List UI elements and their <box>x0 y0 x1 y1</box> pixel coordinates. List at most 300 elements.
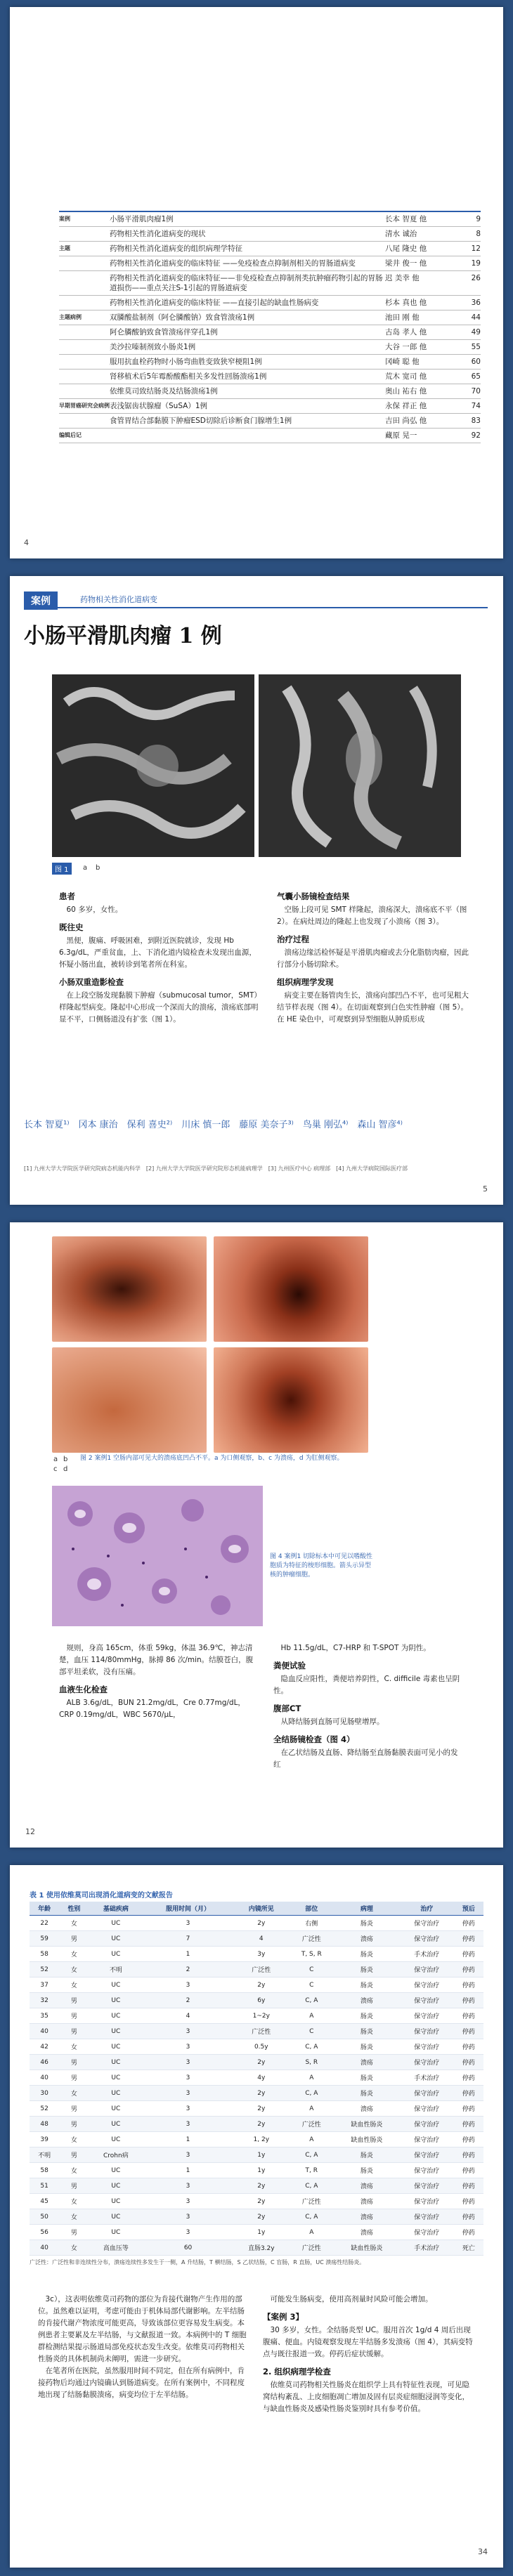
toc-title: 药物相关性消化道病变的现状 <box>110 230 206 238</box>
table-cell: A <box>290 2225 334 2240</box>
p3-text-right: Hb 11.5g/dL，C7-HRP 和 T-SPOT 为阴性。 <box>280 1644 431 1652</box>
table-cell: 右侧 <box>290 1916 334 1931</box>
toc-row[interactable] <box>59 296 481 310</box>
toc-page: 8 <box>476 230 481 238</box>
table-cell: 广泛性 <box>290 2117 334 2132</box>
toc-page: 36 <box>471 299 481 307</box>
toc-title: 阿仑膦酸钠致食管溃疡伴穿孔1例 <box>110 328 218 336</box>
toc-title: 肾移植术后5年霉酚酸酯相关多发性回肠溃疡1例 <box>110 372 267 381</box>
table-cell: 52 <box>30 1962 59 1977</box>
table-cell: 3 <box>143 2147 233 2163</box>
toc-author: 荒木 宽司 他 <box>385 372 427 381</box>
page-number: 4 <box>24 538 29 547</box>
toc-row[interactable] <box>59 271 481 296</box>
toc-row[interactable] <box>59 256 481 271</box>
toc-row[interactable] <box>59 414 481 429</box>
table-cell: UC <box>89 1931 143 1947</box>
table-cell: 女 <box>59 1916 89 1931</box>
toc-title: 小肠平滑肌肉瘤1例 <box>110 215 174 223</box>
table-cell: C <box>290 2024 334 2039</box>
xray-image-b <box>259 674 461 857</box>
table-cell: 停药 <box>454 2086 483 2101</box>
table-cell: C <box>290 1977 334 1993</box>
p4-text-left: 3c），这表明依维莫司药物的部位为肯接代谢物产生作用的部位。虽然难以证明，考虑可能由于机体局部代谢影响。左半结肠的肯接代谢产物浓度可能更高，导致该部位更容易发生病变。本例患者主要累及左半结肠，与文献报道一致。本病例中的 T 细胞群检测结果提示肠道局部免疫状态发生改变。依维莫司药物相关性肠炎的具体机制尚未阐明，需进一步研究。 <box>38 2295 247 2363</box>
table-header-cell: 性别 <box>59 1902 89 1916</box>
toc-page: 44 <box>471 313 481 322</box>
table-row <box>30 2132 483 2147</box>
table-cell: 肠炎 <box>334 1977 400 1993</box>
fig2-sublabel-a: a <box>53 1456 58 1463</box>
table-cell: 保守治疗 <box>400 2132 454 2147</box>
p4-right-column <box>263 2294 474 2415</box>
author-list: 长本 智夏¹⁾ 冈本 康治 保利 喜史²⁾ 川床 慎一郎 藤原 美奈子³⁾ 鸟巢 刚弘⁴⁾ 森山 智彦⁴⁾ <box>24 1120 403 1130</box>
fig4-caption: 图 4 案例1 切除标本中可见以嗜酸性胞质为特征的梭形细胞。箭头示异型核的肿瘤细胞。 <box>270 1553 373 1578</box>
toc-row[interactable] <box>59 399 481 414</box>
table-row <box>30 1977 483 1993</box>
table-cell: 男 <box>59 2024 89 2039</box>
table-cell: 停药 <box>454 2024 483 2039</box>
table-header-cell: 病理 <box>334 1902 400 1916</box>
toc-title: 美沙拉嗪制剂致小肠炎1例 <box>110 343 196 351</box>
table-row <box>30 1962 483 1977</box>
table-cell: 男 <box>59 2055 89 2070</box>
text-endo: 在乙状结肠及直肠、降结肠至直肠黏膜表面可见小的发红 <box>273 1748 458 1769</box>
text-patient: 60 多岁，女性。 <box>66 905 123 914</box>
table-cell: 停药 <box>454 2132 483 2147</box>
table-header-cell: 年龄 <box>30 1902 59 1916</box>
table-row <box>30 2163 483 2178</box>
table-cell: 4 <box>143 2008 233 2024</box>
table-page <box>10 1865 503 2568</box>
table-cell: 35 <box>30 2008 59 2024</box>
table-cell: 停药 <box>454 1916 483 1931</box>
table-cell: 保守治疗 <box>400 1977 454 1993</box>
table-cell: T, R <box>290 2163 334 2178</box>
toc-author: 奥山 祐右 他 <box>385 387 427 395</box>
table-cell: 停药 <box>454 2039 483 2055</box>
case-tag: 案例 <box>24 591 58 610</box>
table-cell: 3 <box>143 2194 233 2209</box>
toc-author: 杉本 真也 他 <box>385 299 427 307</box>
article-title: 小肠平滑肌肉瘤 1 例 <box>24 624 222 648</box>
table-cell: 2y <box>233 2117 290 2132</box>
page-number: 5 <box>483 1184 488 1194</box>
table-cell: 肠炎 <box>334 1916 400 1931</box>
table-cell: 女 <box>59 2039 89 2055</box>
table-cell: 45 <box>30 2194 59 2209</box>
toc-row[interactable] <box>59 325 481 340</box>
table-cell: 32 <box>30 1993 59 2008</box>
toc-title: 药物相关性消化道病变的临床特征 ——直接引起的缺血性肠病变 <box>110 299 319 307</box>
table-cell: 58 <box>30 1947 59 1962</box>
table-cell: 3 <box>143 2225 233 2240</box>
table-cell: 1y <box>233 2147 290 2163</box>
fig1-b: b <box>96 864 100 872</box>
table-cell: UC <box>89 1993 143 2008</box>
table-cell: 59 <box>30 1931 59 1947</box>
histology-image <box>52 1486 263 1626</box>
page-number: 12 <box>25 1827 35 1836</box>
table-cell: UC <box>89 2055 143 2070</box>
toc-title: 药物相关性消化道病变的临床特征 ——免疫检查点抑制剂相关的胃肠道病变 <box>110 259 356 268</box>
toc-author: 藏原 晃一 <box>385 431 417 440</box>
toc-author: 八尾 隆史 他 <box>385 244 427 253</box>
table-cell: 广泛性 <box>290 1931 334 1947</box>
endoscopy-image-d <box>214 1347 368 1453</box>
table-cell: 停药 <box>454 2101 483 2117</box>
table-cell: 溃疡 <box>334 2178 400 2194</box>
table-cell: 42 <box>30 2039 59 2055</box>
table-cell: 3 <box>143 1977 233 1993</box>
table-cell: 停药 <box>454 2147 483 2163</box>
table-cell: 直肠3.2y <box>233 2240 290 2256</box>
table-cell: 男 <box>59 2101 89 2117</box>
table-note: 广泛性：广泛性和非连续性分布，溃疡连续性多发生于一侧，A 升结肠，T 横结肠，S 乙状结肠，C 盲肠，R 直肠，UC 溃疡性结肠炎。 <box>30 2259 365 2266</box>
toc-row[interactable] <box>59 242 481 256</box>
table-cell: 缺血性肠炎 <box>334 2240 400 2256</box>
table-cell: C, A <box>290 2178 334 2194</box>
table-cell: 死亡 <box>454 2240 483 2256</box>
table-cell: A <box>290 2132 334 2147</box>
table-cell: C, A <box>290 2086 334 2101</box>
table-cell: UC <box>89 2070 143 2086</box>
table-cell: T, S, R <box>290 1947 334 1962</box>
table-row <box>30 2209 483 2225</box>
table-cell: 溃疡 <box>334 2101 400 2117</box>
table-cell: 40 <box>30 2024 59 2039</box>
toc-author: 大谷 一郎 他 <box>385 343 427 351</box>
toc-row[interactable] <box>59 384 481 399</box>
text-ct: 从降结肠到直肠可见肠壁增厚。 <box>280 1718 384 1726</box>
table-cell: 7 <box>143 1931 233 1947</box>
case-subtitle: 药物相关性消化道病变 <box>80 595 157 604</box>
right-column <box>277 885 474 1026</box>
table-cell: 广泛性 <box>233 1962 290 1977</box>
fig2-sublabel-d: d <box>63 1465 68 1473</box>
heading-endo: 全结肠镜检查（图 4） <box>273 1734 355 1744</box>
table-cell: 保守治疗 <box>400 1962 454 1977</box>
table-row <box>30 2240 483 2256</box>
table-cell: 46 <box>30 2055 59 2070</box>
table-cell: 溃疡 <box>334 1993 400 2008</box>
toc-row[interactable] <box>59 310 481 325</box>
toc-page: 26 <box>471 274 481 282</box>
toc-title: 服用抗血栓药物时小肠弯曲胜变致狭窄梗阻1例 <box>110 358 262 366</box>
table-cell: 40 <box>30 2240 59 2256</box>
table-row <box>30 2039 483 2055</box>
table-cell: 肠炎 <box>334 2086 400 2101</box>
table-cell: 男 <box>59 2008 89 2024</box>
xray-image-a <box>52 674 254 857</box>
table-cell: 女 <box>59 2086 89 2101</box>
table-cell: 女 <box>59 2240 89 2256</box>
toc-page: 65 <box>471 372 481 381</box>
text-case3: 30 多岁，女性。全结肠炎型 UC。服用首次 1g/d 4 周后出现腹痛、便血。内镜观察发现左半结肠多发溃疡（图 4），其病变特点与既往报道一致。停药后症状缓解。 <box>263 2326 473 2358</box>
figures-page <box>10 1222 503 1848</box>
table-cell: UC <box>89 2209 143 2225</box>
table-cell: 溃疡 <box>334 2225 400 2240</box>
toc-row[interactable] <box>59 429 481 443</box>
table-cell: 缺血性肠炎 <box>334 2117 400 2132</box>
table-cell: 停药 <box>454 2163 483 2178</box>
text-xray: 在上段空肠发现黏膜下肿瘤（submucosal tumor，SMT）样隆起型病变。隆起中心形成一个深而大的溃疡，溃疡底部明显不平，口侧肠道没有扩张（图 1）。 <box>59 991 261 1024</box>
text-hist2: 依维莫司药物相关性肠炎在组织学上具有特征性表现，可见隐窝结构紊乱、上皮细胞凋亡增加及固有层炎症细胞浸润等变化，与缺血性肠炎及感染性肠炎鉴别时具有参考价值。 <box>263 2381 469 2413</box>
heading-bowel: 气囊小肠镜检查结果 <box>277 891 350 901</box>
page-number: 34 <box>478 2547 488 2556</box>
table-cell: 1y <box>233 2225 290 2240</box>
table-cell: 停药 <box>454 1947 483 1962</box>
table-cell: 广泛性 <box>233 2024 290 2039</box>
table-row <box>30 2070 483 2086</box>
table-row <box>30 1947 483 1962</box>
text-fecal: 隐血反应阳性，粪便培养阴性，C. difficile 毒素也呈阴性。 <box>273 1675 460 1695</box>
toc-author: 迟 美幸 他 <box>385 274 420 282</box>
table-cell: 2y <box>233 1916 290 1931</box>
table-cell: UC <box>89 2178 143 2194</box>
table-cell: 1 <box>143 2132 233 2147</box>
table-cell: A <box>290 2070 334 2086</box>
toc-author: 永保 祥正 他 <box>385 402 427 410</box>
toc-title: 双膦酸盐制剂（阿仑膦酸钠）致食管溃疡1例 <box>110 313 255 322</box>
p4-left-column <box>38 2294 249 2401</box>
table-cell: 男 <box>59 2225 89 2240</box>
table-cell: 女 <box>59 2132 89 2147</box>
table-cell: Crohn病 <box>89 2147 143 2163</box>
table-cell: C, A <box>290 1993 334 2008</box>
table-cell: 保守治疗 <box>400 2225 454 2240</box>
toc-row[interactable] <box>59 227 481 242</box>
table-cell: 48 <box>30 2117 59 2132</box>
table-cell: 广泛性 <box>290 2194 334 2209</box>
toc-title: 药物相关性消化道病变的组织病理学特征 <box>110 244 242 253</box>
table-cell: 停药 <box>454 2070 483 2086</box>
table-cell: 保守治疗 <box>400 1993 454 2008</box>
table-cell: 3 <box>143 2101 233 2117</box>
heading-hist2: 2. 组织病理学检查 <box>263 2367 331 2376</box>
toc-row[interactable] <box>59 340 481 355</box>
table-cell: 2 <box>143 1962 233 1977</box>
table-cell: UC <box>89 2086 143 2101</box>
table-cell: 4y <box>233 2070 290 2086</box>
table-cell: C, A <box>290 2209 334 2225</box>
endoscopy-image-a <box>52 1236 207 1342</box>
table-cell: 肠炎 <box>334 1947 400 1962</box>
text-bowel: 空肠上段可见 SMT 样隆起，溃疡深大，溃疡底不平（图 2）。在病灶周边的隆起上也发现了小溃疡（图 3）。 <box>277 905 467 926</box>
heading-case3: 【案例 3】 <box>263 2312 304 2322</box>
table-row <box>30 1993 483 2008</box>
table-cell: UC <box>89 2163 143 2178</box>
table-cell: 保守治疗 <box>400 2008 454 2024</box>
table-cell: 保守治疗 <box>400 2147 454 2163</box>
table-cell: 手术治疗 <box>400 2070 454 2086</box>
table-cell: 高血压等 <box>89 2240 143 2256</box>
table-cell: 40 <box>30 2070 59 2086</box>
toc-cat: 主题 <box>59 245 70 251</box>
table-cell: UC <box>89 2024 143 2039</box>
text-blood: ALB 3.6g/dL，BUN 21.2mg/dL，Cre 0.77mg/dL，CRP 0.19mg/dL，WBC 5670/μL， <box>59 1699 245 1719</box>
table-cell: 30 <box>30 2086 59 2101</box>
table-cell: 3 <box>143 2055 233 2070</box>
table-cell: 手术治疗 <box>400 1947 454 1962</box>
affiliations: [1] 九州大学大学院医学研究院病态机能内科学 [2] 九州大学大学院医学研究院形态机能病理学 [3] 九州医疗中心 病理部 [4] 九州大学病院国际医疗部 <box>24 1165 408 1172</box>
table-cell: 停药 <box>454 1931 483 1947</box>
table-cell: 男 <box>59 2178 89 2194</box>
table-cell: 1~2y <box>233 2008 290 2024</box>
heading-fecal: 粪便试验 <box>273 1661 306 1671</box>
table-cell: 22 <box>30 1916 59 1931</box>
toc-author: 长本 智夏 他 <box>385 215 427 223</box>
toc-cat: 编辑后记 <box>59 432 82 438</box>
table-cell: 溃疡 <box>334 2055 400 2070</box>
table-cell: 肠炎 <box>334 2008 400 2024</box>
table-cell: 2y <box>233 2101 290 2117</box>
table-cell: 1y <box>233 2163 290 2178</box>
heading-ct: 腹部CT <box>273 1704 301 1713</box>
table-cell: 保守治疗 <box>400 2055 454 2070</box>
table-cell: UC <box>89 2117 143 2132</box>
table-cell: 溃疡 <box>334 2209 400 2225</box>
fig2-caption: 图 2 案例1 空肠内部可见大的溃疡底凹凸不平。a 为口侧观察，b、c 为溃疡，d 为肛侧观察。 <box>80 1455 344 1462</box>
table-cell: 停药 <box>454 2209 483 2225</box>
p4-text-right: 可能发生肠病变，使用高剂量时风险可能会增加。 <box>270 2295 433 2303</box>
toc-author: 古岛 孝人 他 <box>385 328 427 336</box>
table-row <box>30 2024 483 2039</box>
table-row <box>30 2117 483 2132</box>
table-cell: 保守治疗 <box>400 2194 454 2209</box>
toc-author: 吉田 尚弘 他 <box>385 417 427 425</box>
table-cell: 3 <box>143 2209 233 2225</box>
toc-row[interactable] <box>59 370 481 384</box>
table-title: 表 1 使用依维莫司出现消化道病变的文献报告 <box>30 1892 173 1900</box>
table-cell: 56 <box>30 2225 59 2240</box>
toc-author: 梁井 俊一 他 <box>385 259 427 268</box>
table-cell: 缺血性肠炎 <box>334 2132 400 2147</box>
table-cell: 停药 <box>454 2117 483 2132</box>
table-cell: 3 <box>143 1916 233 1931</box>
toc-page: 12 <box>471 244 481 253</box>
table-cell: 保守治疗 <box>400 1916 454 1931</box>
toc-title: 表浅锯齿状腺瘤（SuSA）1例 <box>110 402 208 410</box>
table-row <box>30 2086 483 2101</box>
literature-table <box>30 1902 483 2256</box>
table-header-row <box>30 1902 483 1916</box>
p3-right-column <box>273 1642 463 1771</box>
table-header-cell: 基础疾病 <box>89 1902 143 1916</box>
table-cell: 58 <box>30 2163 59 2178</box>
table-cell: 停药 <box>454 2008 483 2024</box>
table-cell: 广泛性 <box>290 2240 334 2256</box>
table-cell: 1, 2y <box>233 2132 290 2147</box>
table-cell: UC <box>89 2008 143 2024</box>
table-row <box>30 2194 483 2209</box>
table-cell: 52 <box>30 2101 59 2117</box>
table-cell: 溃疡 <box>334 2194 400 2209</box>
table-header-cell: 预后 <box>454 1902 483 1916</box>
fig1-label: 图 1 <box>52 863 72 875</box>
table-cell: C, A <box>290 2147 334 2163</box>
table-cell: 停药 <box>454 2225 483 2240</box>
toc-cat: 早期胃癌研究会病例 <box>59 403 110 409</box>
table-cell: 保守治疗 <box>400 2163 454 2178</box>
heading-patient: 患者 <box>59 891 75 901</box>
table-cell: 2y <box>233 2178 290 2194</box>
toc-title: 依维莫司致结肠炎及结肠溃疡1例 <box>110 387 218 395</box>
table-cell: UC <box>89 1916 143 1931</box>
table-header-cell: 服用时间（月） <box>143 1902 233 1916</box>
table-cell: 4 <box>233 1931 290 1947</box>
table-cell: 50 <box>30 2209 59 2225</box>
heading-blood: 血液生化检查 <box>59 1685 108 1694</box>
text-course: 溃疡边缘活检怀疑是平滑肌肉瘤或去分化脂肪肉瘤，因此行部分小肠切除术。 <box>277 948 469 969</box>
toc-cat: 案例 <box>59 216 70 222</box>
table-cell: 停药 <box>454 2055 483 2070</box>
table-cell: 男 <box>59 2070 89 2086</box>
p3-left-column <box>59 1642 256 1721</box>
table-cell: 1 <box>143 2163 233 2178</box>
toc-page: 70 <box>471 387 481 395</box>
endoscopy-image-c <box>52 1347 207 1453</box>
table-cell: 不明 <box>30 2147 59 2163</box>
table-cell: 51 <box>30 2178 59 2194</box>
table-cell: 2y <box>233 2055 290 2070</box>
toc-page: 60 <box>471 358 481 366</box>
toc-cat: 主题病例 <box>59 314 82 320</box>
table-cell: 保守治疗 <box>400 2209 454 2225</box>
table-row <box>30 2055 483 2070</box>
table-cell: 2y <box>233 2194 290 2209</box>
table-header-cell: 内镜所见 <box>233 1902 290 1916</box>
toc-page: 55 <box>471 343 481 351</box>
toc-title: 药物相关性消化道病变的临床特征——非免疫检查点抑制剂类抗肿瘤药物引起的胃肠道损伤——重点关注S-1引起的胃肠道病变 <box>110 274 383 292</box>
fig2-sublabel-c: c <box>53 1465 58 1473</box>
p3-text-left: 规则，身高 165cm，体重 59kg，体温 36.9℃，神志清楚，血压 114/80mmHg，脉搏 86 次/min。结膜苍白，腹部平坦柔软，没有压痛。 <box>59 1644 254 1676</box>
table-row <box>30 1916 483 1931</box>
table-cell: UC <box>89 1947 143 1962</box>
table-cell: UC <box>89 2225 143 2240</box>
table-cell: 6y <box>233 1993 290 2008</box>
table-cell: 女 <box>59 1962 89 1977</box>
table-cell: 保守治疗 <box>400 2024 454 2039</box>
toc-page: 92 <box>471 431 481 440</box>
table-cell: C, A <box>290 2039 334 2055</box>
heading-path: 组织病理学发现 <box>277 977 334 987</box>
fig2-sublabel-b: b <box>63 1456 68 1463</box>
table-cell: 1 <box>143 1947 233 1962</box>
table-cell: 3 <box>143 2086 233 2101</box>
table-cell: 39 <box>30 2132 59 2147</box>
left-column <box>59 885 263 1026</box>
fig1-a: a <box>83 864 88 872</box>
table-cell: 肠炎 <box>334 2147 400 2163</box>
table-cell: 肠炎 <box>334 2024 400 2039</box>
table-cell: 停药 <box>454 1977 483 1993</box>
table-cell: 保守治疗 <box>400 2101 454 2117</box>
table-cell: 男 <box>59 2147 89 2163</box>
table-cell: 60 <box>143 2240 233 2256</box>
table-body <box>30 1916 483 2256</box>
toc-author: 冈崎 聪 他 <box>385 358 420 366</box>
table-header-cell: 部位 <box>290 1902 334 1916</box>
table-row <box>30 2147 483 2163</box>
toc-page <box>10 7 503 558</box>
heading-history: 既往史 <box>59 922 84 932</box>
toc-row[interactable] <box>59 211 481 227</box>
table-cell: 3 <box>143 2178 233 2194</box>
table-cell: 3 <box>143 2070 233 2086</box>
toc-row[interactable] <box>59 355 481 370</box>
table-cell: 保守治疗 <box>400 1931 454 1947</box>
toc-title: 食管胃结合部黏膜下肿瘤ESD切除后诊断食门腺增生1例 <box>110 417 292 425</box>
